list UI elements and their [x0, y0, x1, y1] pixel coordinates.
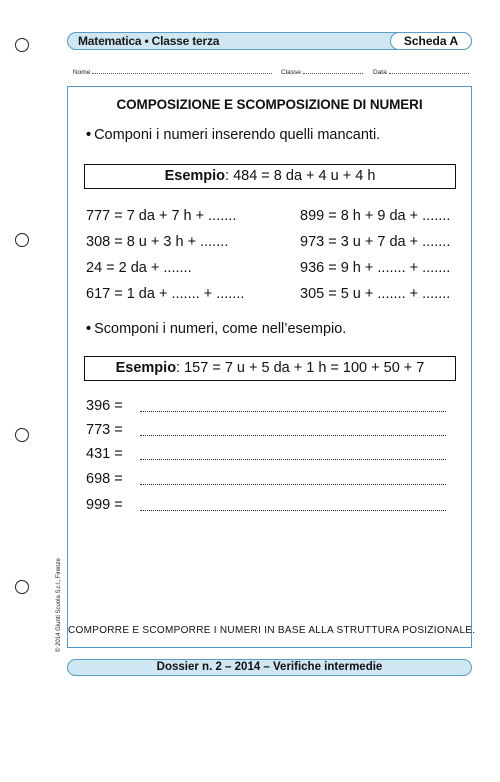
- date-line: [389, 67, 469, 74]
- class-label: Classe: [281, 69, 301, 76]
- answer-line: [140, 411, 446, 412]
- name-field: [73, 67, 272, 76]
- example-decompose-text: : 157 = 7 u + 5 da + 1 h = 100 + 50 + 7: [176, 360, 425, 376]
- example-decompose-box: [84, 356, 456, 381]
- decompose-number: 431 =: [86, 446, 123, 462]
- example-label: Esempio: [164, 168, 226, 184]
- decompose-row: [86, 446, 456, 464]
- exercise-right-2: 973 = 3 u + 7 da + .......: [300, 234, 451, 250]
- student-fields: [73, 67, 473, 79]
- instruction-compose-text: Componi i numeri inserendo quelli mancanti.: [94, 127, 381, 143]
- bullet-icon: •: [86, 127, 92, 143]
- exercise-right-1: 899 = 8 h + 9 da + .......: [300, 208, 451, 224]
- learning-objective-note: COMPORRE E SCOMPORRE I NUMERI IN BASE ALLA STRUTTURA POSIZIONALE.: [68, 625, 476, 636]
- copyright-text: © 2014 Giunti Scuola S.r.l., Firenze: [56, 558, 62, 652]
- date-label: Data: [373, 69, 387, 76]
- exercise-right-3: 936 = 9 h + ....... + .......: [300, 260, 451, 276]
- subject-label: Matematica • Classe terza: [78, 34, 220, 48]
- instruction-compose: [86, 127, 380, 143]
- binder-hole-bottom: [15, 580, 29, 594]
- bullet-icon: •: [86, 321, 92, 337]
- decompose-number: 773 =: [86, 422, 123, 438]
- decompose-row: [86, 422, 456, 440]
- example-label: Esempio: [115, 360, 177, 376]
- binder-hole-lower-middle: [15, 428, 29, 442]
- decompose-number: 396 =: [86, 398, 123, 414]
- instruction-decompose-text: Scomponi i numeri, come nell’esempio.: [94, 321, 347, 337]
- class-field: [281, 67, 363, 76]
- footer-bar: Dossier n. 2 – 2014 – Verifiche intermedie: [67, 659, 472, 676]
- answer-line: [140, 435, 446, 436]
- decompose-number: 999 =: [86, 497, 123, 513]
- answer-line: [140, 510, 446, 511]
- exercise-left-2: 308 = 8 u + 3 h + .......: [86, 234, 229, 250]
- decompose-row: [86, 471, 456, 489]
- binder-hole-upper-middle: [15, 233, 29, 247]
- binder-hole-top: [15, 38, 29, 52]
- date-field: [373, 67, 469, 76]
- exercise-left-1: 777 = 7 da + 7 h + .......: [86, 208, 237, 224]
- instruction-decompose: [86, 321, 346, 337]
- decompose-number: 698 =: [86, 471, 123, 487]
- scheda-badge: Scheda A: [390, 32, 472, 50]
- exercise-left-3: 24 = 2 da + .......: [86, 260, 192, 276]
- header-bar: [67, 32, 472, 50]
- answer-line: [140, 484, 446, 485]
- copyright-notice: [56, 558, 65, 782]
- name-label: Nome: [73, 69, 91, 76]
- exercise-right-4: 305 = 5 u + ....... + .......: [300, 286, 451, 302]
- class-line: [303, 67, 363, 74]
- decompose-row: [86, 497, 456, 515]
- exercise-left-4: 617 = 1 da + ....... + .......: [86, 286, 245, 302]
- name-line: [92, 67, 272, 74]
- worksheet-title: COMPOSIZIONE E SCOMPOSIZIONE DI NUMERI: [116, 97, 423, 112]
- decompose-row: [86, 398, 456, 416]
- answer-line: [140, 459, 446, 460]
- example-compose-text: : 484 = 8 da + 4 u + 4 h: [225, 168, 376, 184]
- worksheet-panel: [67, 86, 476, 648]
- example-compose-box: [84, 164, 456, 189]
